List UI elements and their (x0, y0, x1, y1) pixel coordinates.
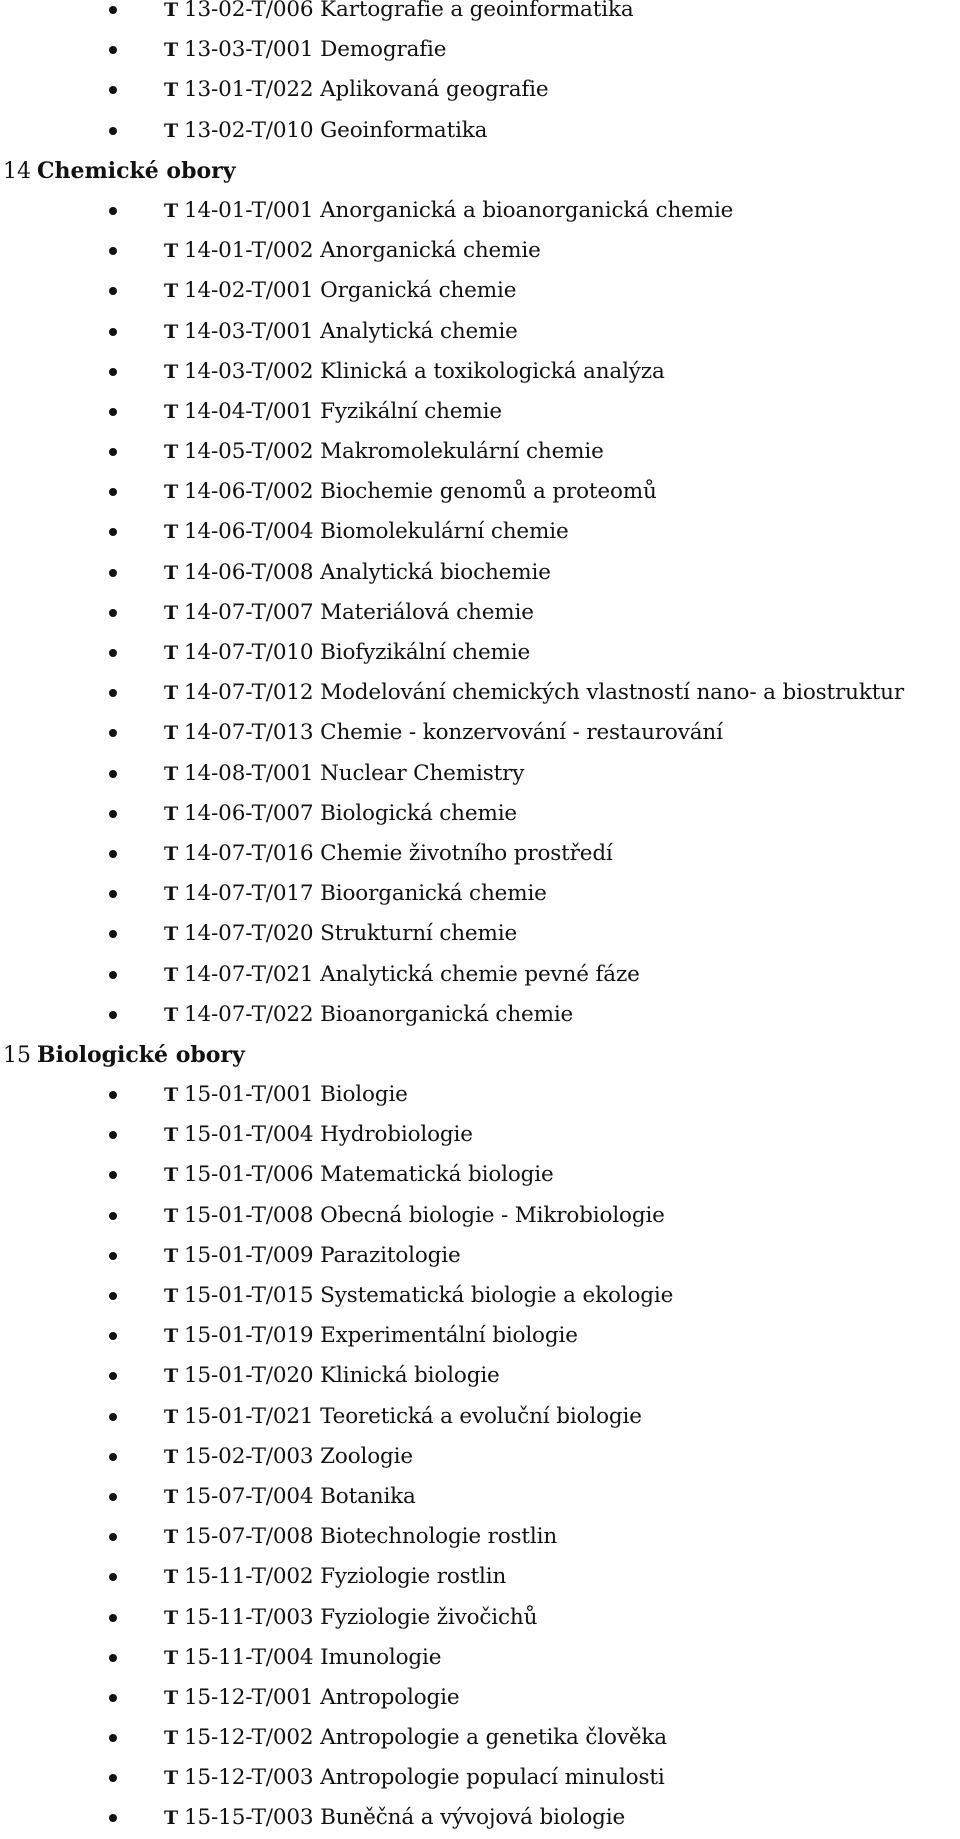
item-name: Antropologie (320, 1684, 460, 1710)
list-item-text (164, 312, 518, 352)
item-name: Klinická a toxikologická analýza (320, 358, 665, 384)
bullet-icon (109, 408, 117, 416)
bullet-icon (109, 971, 117, 979)
item-name: Antropologie populací minulosti (320, 1765, 665, 1791)
item-name: Biochemie genomů a proteomů (320, 479, 657, 505)
item-name: Anorganická a bioanorganická chemie (320, 197, 734, 223)
item-code: 15-12-T/002 (184, 1725, 314, 1751)
bullet-icon (109, 1694, 117, 1702)
list-item-text (164, 231, 541, 271)
item-code: 15-07-T/004 (184, 1483, 314, 1509)
item-name: Biomolekulární chemie (320, 519, 569, 545)
list-item (0, 30, 960, 70)
list-item (0, 1236, 960, 1276)
section-heading-row (0, 1035, 960, 1075)
list-item (0, 1356, 960, 1396)
list-item (0, 1718, 960, 1758)
list-item (0, 392, 960, 432)
bullet-icon (109, 649, 117, 657)
list-item-text (164, 111, 487, 151)
item-prefix: T (164, 199, 178, 222)
list-item (0, 1638, 960, 1678)
section-heading (3, 1035, 245, 1076)
item-code: 13-03-T/001 (184, 37, 314, 63)
bullet-icon (109, 770, 117, 778)
bullet-icon (109, 86, 117, 94)
item-name: Biofyzikální chemie (320, 640, 531, 665)
list-item-text (164, 955, 640, 995)
item-prefix: T (164, 240, 178, 263)
item-name: Klinická biologie (320, 1363, 500, 1389)
list-item (0, 1437, 960, 1477)
list-item-text (164, 1196, 665, 1236)
list-item-text (164, 713, 723, 753)
list-item (0, 1155, 960, 1195)
item-name: Teoretická a evoluční biologie (320, 1403, 642, 1429)
bullet-icon (109, 1573, 117, 1581)
item-code: 15-12-T/003 (184, 1765, 314, 1791)
item-prefix: T (164, 360, 178, 383)
item-name: Anorganická chemie (320, 238, 541, 264)
item-name: Kartografie a geoinformatika (320, 0, 634, 22)
list-item-text (164, 1155, 554, 1195)
list-item-text (164, 1236, 461, 1276)
list-item (0, 1517, 960, 1557)
item-code: 14-07-T/007 (184, 599, 314, 625)
bullet-icon (109, 1413, 117, 1421)
list-item-text (164, 914, 517, 954)
list-item-text (164, 1356, 500, 1396)
list-item-text (164, 1276, 673, 1316)
list-item (0, 754, 960, 794)
list-item-text (164, 1678, 459, 1718)
list-item (0, 553, 960, 593)
item-code: 15-01-T/008 (184, 1202, 314, 1228)
list-item (0, 1276, 960, 1316)
item-code: 14-01-T/002 (184, 238, 314, 264)
list-item-text (164, 392, 502, 432)
item-code: 15-01-T/020 (184, 1363, 314, 1389)
list-item-text (164, 834, 613, 874)
list-item (0, 1758, 960, 1798)
list-item-text (164, 1758, 665, 1798)
item-prefix: T (164, 1365, 178, 1388)
item-code: 14-06-T/002 (184, 479, 314, 505)
list-item (0, 70, 960, 110)
item-prefix: T (164, 1325, 178, 1348)
list-item-text (164, 1397, 642, 1437)
list-item (0, 955, 960, 995)
item-name: Analytická chemie pevné fáze (320, 961, 640, 987)
item-code: 15-01-T/004 (184, 1122, 314, 1148)
bullet-icon (109, 930, 117, 938)
item-code: 14-02-T/001 (184, 278, 314, 304)
item-name: Strukturní chemie (320, 921, 518, 947)
list-item (0, 111, 960, 151)
item-code: 15-02-T/003 (184, 1443, 314, 1469)
item-prefix: T (164, 1445, 178, 1468)
item-prefix: T (164, 1606, 178, 1629)
list-item (0, 432, 960, 472)
section-title: Chemické obory (37, 157, 236, 184)
bullet-icon (109, 1091, 117, 1099)
list-item (0, 834, 960, 874)
item-code: 14-07-T/021 (184, 961, 314, 987)
item-prefix: T (164, 963, 178, 986)
item-name: Fyzikální chemie (320, 398, 502, 424)
bullet-icon (109, 488, 117, 496)
item-name: Bioorganická chemie (320, 881, 547, 907)
item-code: 14-07-T/013 (184, 720, 314, 746)
item-prefix: T (164, 642, 178, 664)
item-prefix: T (164, 561, 178, 584)
item-prefix: T (164, 320, 178, 343)
item-name: Systematická biologie a ekologie (320, 1283, 674, 1308)
list-item-text (164, 0, 634, 30)
item-name: Buněčná a vývojová biologie (320, 1805, 626, 1831)
list-item-text (164, 1598, 537, 1638)
bullet-icon (109, 1774, 117, 1782)
list-item (0, 1557, 960, 1597)
section-heading (3, 151, 236, 192)
item-code: 14-04-T/001 (184, 398, 314, 424)
bullet-icon (109, 1654, 117, 1662)
item-prefix: T (164, 1244, 178, 1267)
item-prefix: T (164, 1767, 178, 1790)
list-item (0, 673, 960, 713)
item-code: 15-01-T/015 (184, 1283, 314, 1308)
list-item-text (164, 1718, 667, 1758)
item-prefix: T (164, 1003, 178, 1026)
item-code: 14-06-T/004 (184, 519, 314, 545)
bullet-icon (109, 328, 117, 336)
bullet-icon (109, 689, 117, 697)
item-name: Fyziologie rostlin (320, 1564, 507, 1590)
bullet-icon (109, 1533, 117, 1541)
list-item (0, 1477, 960, 1517)
bullet-icon (109, 1332, 117, 1340)
item-code: 13-01-T/022 (184, 77, 314, 103)
item-code: 14-07-T/012 (184, 680, 314, 706)
bullet-icon (109, 247, 117, 255)
bullet-icon (109, 850, 117, 858)
list-item-text (164, 874, 547, 914)
list-item (0, 1598, 960, 1638)
bullet-icon (109, 609, 117, 617)
item-prefix: T (164, 1566, 178, 1589)
bullet-icon (109, 368, 117, 376)
bullet-icon (109, 287, 117, 295)
list-item-text (164, 271, 516, 311)
item-code: 14-07-T/017 (184, 881, 314, 907)
bullet-icon (109, 1372, 117, 1380)
bullet-icon (109, 810, 117, 818)
list-item-text (164, 1075, 408, 1115)
list-item-text (164, 1477, 416, 1517)
bullet-icon (109, 207, 117, 215)
item-name: Fyziologie živočichů (320, 1604, 538, 1630)
bullet-icon (109, 1252, 117, 1260)
item-name: Nuclear Chemistry (320, 760, 525, 786)
item-prefix: T (164, 802, 178, 825)
bullet-icon (109, 1011, 117, 1019)
item-prefix: T (164, 883, 178, 906)
list-item-text (164, 30, 446, 70)
item-name: Modelování chemických vlastností nano- a biostruktur (320, 680, 905, 706)
bullet-icon (109, 528, 117, 536)
item-code: 14-03-T/001 (184, 318, 314, 344)
list-item (0, 1397, 960, 1437)
item-prefix: T (164, 762, 178, 785)
item-prefix: T (164, 441, 178, 464)
item-name: Biologie (320, 1082, 408, 1108)
list-item (0, 1075, 960, 1115)
bullet-icon (109, 1212, 117, 1220)
item-code: 14-07-T/016 (184, 840, 314, 866)
item-code: 14-08-T/001 (184, 760, 314, 786)
list-item (0, 1316, 960, 1356)
list-item-text (164, 673, 904, 713)
item-code: 15-07-T/008 (184, 1524, 314, 1550)
list-item-text (164, 1316, 578, 1356)
list-item (0, 191, 960, 231)
list-item (0, 312, 960, 352)
list-item-text (164, 633, 530, 673)
item-name: Chemie - konzervování - restaurování (320, 720, 723, 746)
item-prefix: T (164, 923, 178, 946)
item-code: 14-06-T/008 (184, 559, 314, 585)
item-name: Biotechnologie rostlin (320, 1524, 558, 1550)
list-item-text (164, 70, 548, 110)
item-name: Chemie životního prostředí (320, 840, 613, 866)
item-code: 14-07-T/020 (184, 921, 314, 947)
item-prefix: T (164, 481, 178, 504)
item-prefix: T (164, 682, 178, 705)
list-item-text (164, 472, 657, 512)
list-item-text (164, 1437, 413, 1477)
item-code: 14-01-T/001 (184, 197, 314, 223)
bullet-icon (109, 1734, 117, 1742)
item-name: Zoologie (320, 1443, 413, 1469)
list-item-text (164, 1517, 557, 1557)
bullet-icon (109, 1292, 117, 1300)
item-code: 15-01-T/009 (184, 1242, 314, 1268)
list-item (0, 1115, 960, 1155)
item-prefix: T (164, 1807, 178, 1830)
item-prefix: T (164, 722, 178, 745)
item-name: Matematická biologie (320, 1162, 554, 1188)
item-prefix: T (164, 1285, 178, 1307)
item-name: Antropologie a genetika člověka (320, 1725, 667, 1751)
bullet-icon (109, 46, 117, 54)
item-prefix: T (164, 601, 178, 624)
list-item (0, 1678, 960, 1718)
bullet-icon (109, 1814, 117, 1822)
item-prefix: T (164, 521, 178, 544)
section-number: 14 (3, 158, 31, 184)
item-prefix: T (164, 1485, 178, 1508)
list-item-text (164, 512, 569, 552)
list-item (0, 271, 960, 311)
item-prefix: T (164, 1686, 178, 1709)
item-code: 14-03-T/002 (184, 358, 314, 384)
list-item-text (164, 1557, 506, 1597)
item-name: Hydrobiologie (320, 1122, 473, 1148)
item-code: 15-15-T/003 (184, 1805, 314, 1831)
item-name: Aplikovaná geografie (320, 77, 549, 103)
list-item-text (164, 352, 665, 392)
list-item (0, 713, 960, 753)
list-item (0, 231, 960, 271)
bullet-icon (109, 1171, 117, 1179)
item-code: 15-01-T/019 (184, 1323, 314, 1349)
bullet-icon (109, 1493, 117, 1501)
item-prefix: T (164, 1204, 178, 1227)
item-code: 14-05-T/002 (184, 439, 314, 465)
item-name: Parazitologie (320, 1242, 461, 1268)
list-item-text (164, 1638, 441, 1678)
list-item (0, 1196, 960, 1236)
list-item-text (164, 754, 524, 794)
list-item-text (164, 593, 534, 633)
item-name: Obecná biologie - Mikrobiologie (320, 1202, 665, 1228)
item-name: Bioanorganická chemie (320, 1001, 574, 1027)
item-name: Biologická chemie (320, 800, 517, 826)
item-code: 13-02-T/006 (184, 0, 314, 22)
item-name: Makromolekulární chemie (320, 439, 604, 465)
list-item (0, 512, 960, 552)
item-prefix: T (164, 1727, 178, 1750)
item-prefix: T (164, 842, 178, 865)
item-name: Analytická biochemie (320, 559, 551, 585)
item-name: Geoinformatika (320, 117, 488, 143)
bullet-icon (109, 6, 117, 14)
bullet-icon (109, 448, 117, 456)
item-code: 15-11-T/003 (184, 1604, 314, 1630)
list-item-text (164, 995, 573, 1035)
item-name: Demografie (320, 37, 447, 63)
bullet-icon (109, 890, 117, 898)
item-prefix: T (164, 119, 178, 142)
section-title: Biologické obory (37, 1041, 245, 1068)
item-name: Analytická chemie (320, 318, 518, 344)
item-name: Imunologie (320, 1644, 442, 1670)
item-name: Experimentální biologie (320, 1323, 578, 1349)
section-heading-row (0, 151, 960, 191)
section-number: 15 (3, 1042, 31, 1068)
item-code: 14-06-T/007 (184, 800, 314, 826)
bullet-icon (109, 1453, 117, 1461)
item-code: 15-01-T/001 (184, 1082, 314, 1108)
item-code: 15-01-T/021 (184, 1403, 314, 1429)
item-code: 14-07-T/022 (184, 1001, 314, 1027)
item-code: 14-07-T/010 (184, 640, 314, 665)
list-item (0, 995, 960, 1035)
item-prefix: T (164, 1084, 178, 1107)
item-prefix: T (164, 1646, 178, 1669)
list-item-text (164, 553, 551, 593)
list-item (0, 794, 960, 834)
bullet-icon (109, 1131, 117, 1139)
item-prefix: T (164, 39, 178, 62)
list-item-text (164, 432, 604, 472)
item-prefix: T (164, 1526, 178, 1549)
list-item (0, 874, 960, 914)
list-item (0, 352, 960, 392)
item-prefix: T (164, 1164, 178, 1187)
item-prefix: T (164, 400, 178, 423)
list-item-text (164, 1115, 473, 1155)
item-code: 15-12-T/001 (184, 1684, 314, 1710)
list-item-text (164, 794, 517, 834)
item-prefix: T (164, 79, 178, 102)
bullet-icon (109, 1614, 117, 1622)
list-item (0, 593, 960, 633)
list-item-text (164, 191, 733, 231)
item-code: 15-11-T/002 (184, 1564, 314, 1590)
item-prefix: T (164, 1124, 178, 1147)
list-item (0, 633, 960, 673)
bullet-icon (109, 569, 117, 577)
item-code: 15-11-T/004 (184, 1644, 314, 1670)
item-name: Organická chemie (320, 278, 517, 304)
item-name: Materiálová chemie (320, 599, 534, 625)
item-prefix: T (164, 1405, 178, 1428)
item-prefix: T (164, 280, 178, 303)
list-item (0, 914, 960, 954)
item-code: 13-02-T/010 (184, 117, 314, 143)
list-item (0, 0, 960, 30)
item-code: 15-01-T/006 (184, 1162, 314, 1188)
item-prefix: T (164, 0, 178, 21)
bullet-icon (109, 127, 117, 135)
list-item (0, 472, 960, 512)
item-name: Botanika (320, 1483, 416, 1509)
bullet-icon (109, 729, 117, 737)
